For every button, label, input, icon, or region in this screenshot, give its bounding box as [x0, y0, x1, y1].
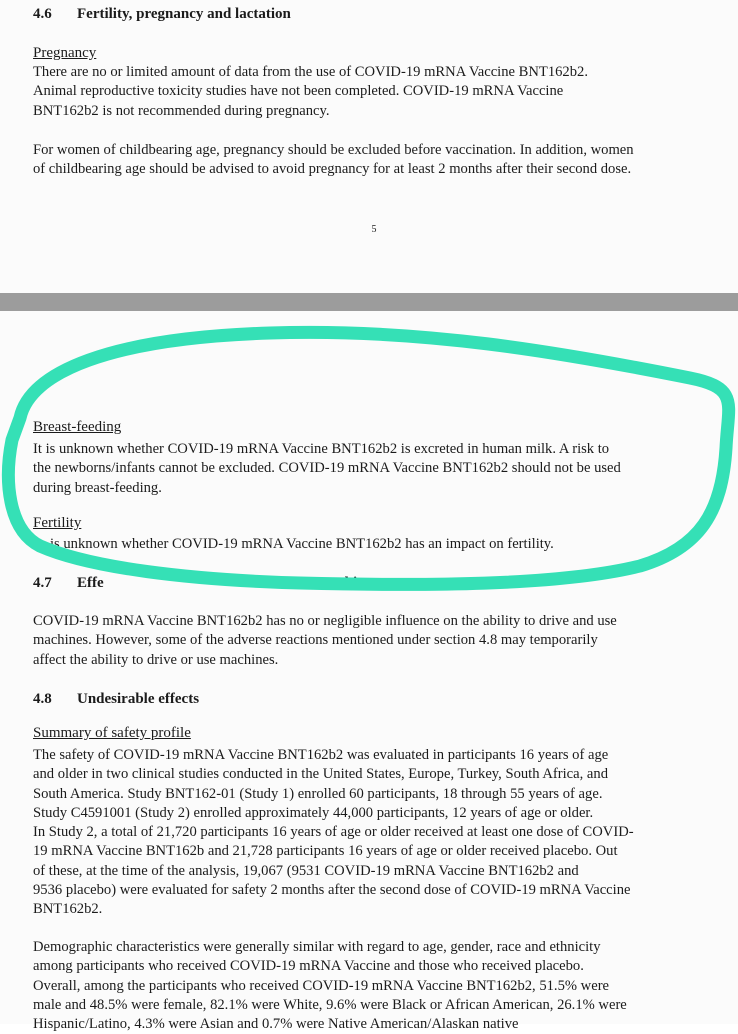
text-line: is unknown whether COVID-19 mRNA Vaccine BNT162b2 has an impact on fertility.: [50, 536, 554, 552]
page-break-gap: [0, 293, 738, 311]
section-4-8-heading: [33, 691, 199, 708]
text-line: machines. However, some of the adverse reactions mentioned under section 4.8 may temporarily: [33, 632, 598, 649]
text-line: In Study 2, a total of 21,720 participants 16 years of age or older received at least one dose of COVID-: [33, 824, 634, 841]
text-line: during breast-feeding.: [33, 479, 162, 496]
section-number: 4.8: [33, 691, 52, 707]
page-number: 5: [371, 224, 377, 235]
section-title: Undesirable effects: [77, 691, 200, 707]
section-title-start: Effe: [77, 575, 104, 591]
section-4-6-heading: [33, 6, 291, 23]
section-number: 4.6: [33, 6, 52, 22]
text-line: BNT162b2.: [33, 901, 103, 918]
demographics-paragraph: [33, 938, 733, 1034]
text-line: among participants who received COVID-19 mRNA Vaccine and those who received placebo.: [33, 958, 584, 975]
text-line: It is unknown whether COVID-19 mRNA Vaccine BNT162b2 is excreted in human milk. A risk to: [33, 441, 610, 457]
text-line: and older in two clinical studies conducted in the United States, Europe, Turkey, South Africa, and: [33, 766, 608, 783]
text-line: of these, at the time of the analysis, 19,067 (9531 COVID-19 mRNA Vaccine BNT162b2 and: [33, 862, 579, 879]
safety-summary-paragraph: [33, 746, 733, 920]
text-line: the newborns/infants cannot be excluded. COVID-19 mRNA Vaccine BNT162b2 should not be used: [33, 460, 621, 477]
section-number: 4.7: [33, 575, 52, 591]
section-4-7-heading: [33, 575, 104, 592]
driving-paragraph: [33, 612, 723, 670]
pregnancy-heading: Pregnancy: [33, 45, 97, 61]
childbearing-paragraph: [33, 141, 723, 180]
fertility-paragraph: [50, 535, 738, 554]
text-line: 19 mRNA Vaccine BNT162b and 21,728 participants 16 years of age or older received placebo. Out: [33, 843, 618, 860]
pregnancy-paragraph: [33, 63, 723, 121]
text-line: Study C4591001 (Study 2) enrolled approximately 44,000 participants, 12 years of age or older.: [33, 804, 594, 821]
text-line: 9536 placebo) were evaluated for safety 2 months after the second dose of COVID-19 mRNA Vaccine: [33, 882, 631, 899]
document-page-bottom: [0, 311, 738, 1033]
breast-feeding-paragraph: [33, 440, 723, 498]
text-line: of childbearing age should be advised to avoid pregnancy for at least 2 months after their second dose.: [33, 161, 632, 178]
text-line: South America. Study BNT162-01 (Study 1) enrolled 60 participants, 18 through 55 years of age.: [33, 785, 603, 802]
text-line: Hispanic/Latino, 4.3% were Asian and 0.7% were Native American/Alaskan native: [33, 1016, 519, 1033]
fertility-heading: Fertility: [33, 515, 82, 531]
text-line: COVID-19 mRNA Vaccine BNT162b2 has no or negligible influence on the ability to drive and use: [33, 613, 617, 629]
section-title: Fertility, pregnancy and lactation: [77, 6, 291, 22]
text-line: BNT162b2 is not recommended during pregnancy.: [33, 102, 330, 119]
safety-summary-heading: Summary of safety profile: [33, 725, 191, 741]
text-line: male and 48.5% were female, 82.1% were White, 9.6% were Black or African American, 26.1% were: [33, 996, 627, 1013]
text-line: For women of childbearing age, pregnancy should be excluded before vaccination. In addition, women: [33, 142, 634, 158]
text-line: Demographic characteristics were generally similar with regard to age, gender, race and ethnicity: [33, 939, 601, 955]
text-line: Overall, among the participants who received COVID-19 mRNA Vaccine BNT162b2, 51.5% were: [33, 977, 610, 994]
text-line: There are no or limited amount of data from the use of COVID-19 mRNA Vaccine BNT162b2.: [33, 64, 588, 80]
text-line: The safety of COVID-19 mRNA Vaccine BNT162b2 was evaluated in participants 16 years of age: [33, 747, 609, 763]
section-4-7-heading-end: machines: [318, 575, 378, 591]
breast-feeding-heading: Breast-feeding: [33, 419, 122, 435]
document-page-top: [0, 0, 738, 293]
text-line: Animal reproductive toxicity studies have not been completed. COVID-19 mRNA Vaccine: [33, 83, 564, 100]
text-line: affect the ability to drive or use machines.: [33, 651, 279, 668]
